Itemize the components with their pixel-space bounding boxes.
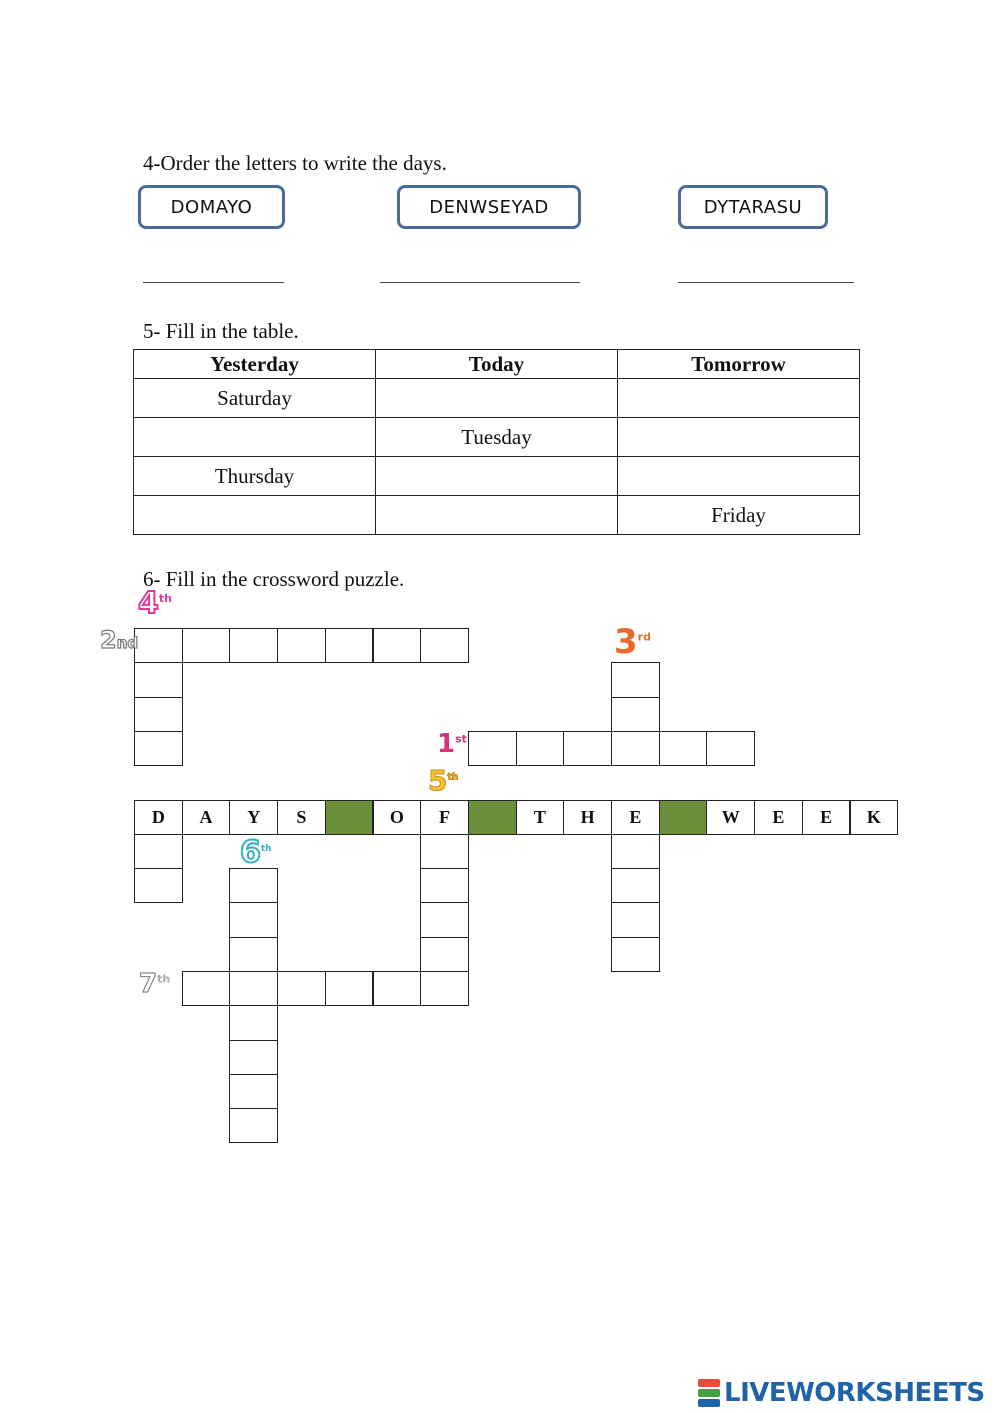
- crossword-cell[interactable]: [420, 628, 469, 663]
- scramble-word-2: DENWSEYAD: [397, 185, 581, 229]
- crossword-cell[interactable]: [134, 697, 183, 732]
- crossword-cell: E: [802, 800, 851, 835]
- answer-line-2[interactable]: [380, 282, 580, 283]
- crossword-cell: E: [611, 800, 660, 835]
- crossword-cell: S: [277, 800, 326, 835]
- crossword-cell[interactable]: [516, 731, 565, 766]
- table-cell[interactable]: [376, 379, 618, 418]
- crossword-cell: H: [563, 800, 612, 835]
- table-cell[interactable]: [376, 496, 618, 535]
- answer-line-1[interactable]: [143, 282, 284, 283]
- crossword-cell: T: [516, 800, 565, 835]
- crossword-cell[interactable]: [611, 697, 660, 732]
- crossword-separator: [659, 800, 708, 835]
- crossword-cell: F: [420, 800, 469, 835]
- crossword-cell: D: [134, 800, 183, 835]
- crossword-cell: K: [850, 800, 899, 835]
- table-cell: Tuesday: [376, 418, 618, 457]
- crossword-cell[interactable]: [229, 937, 278, 972]
- crossword-cell[interactable]: [229, 1074, 278, 1109]
- crossword-cell[interactable]: [277, 628, 326, 663]
- table-cell[interactable]: [618, 418, 860, 457]
- crossword-cell[interactable]: [373, 971, 422, 1006]
- header-tomorrow: Tomorrow: [618, 350, 860, 379]
- table-cell: Saturday: [134, 379, 376, 418]
- clue-label-1st: 1st: [437, 729, 467, 759]
- crossword-cell[interactable]: [325, 628, 374, 663]
- clue-label-2nd: 2nd: [100, 626, 139, 654]
- crossword-cell[interactable]: [611, 731, 660, 766]
- crossword-cell[interactable]: [420, 971, 469, 1006]
- header-yesterday: Yesterday: [134, 350, 376, 379]
- crossword-cell[interactable]: [229, 971, 278, 1006]
- table-cell[interactable]: [134, 418, 376, 457]
- crossword-cell: O: [373, 800, 422, 835]
- crossword-cell[interactable]: [182, 971, 231, 1006]
- table-cell[interactable]: [134, 496, 376, 535]
- crossword-cell[interactable]: [468, 731, 517, 766]
- crossword-cell[interactable]: [420, 868, 469, 903]
- crossword-cell[interactable]: [134, 662, 183, 697]
- table-row: [134, 457, 860, 496]
- crossword-cell[interactable]: [229, 902, 278, 937]
- crossword-cell[interactable]: [277, 971, 326, 1006]
- crossword-cell[interactable]: [134, 868, 183, 903]
- crossword-cell[interactable]: [611, 937, 660, 972]
- crossword-cell: A: [182, 800, 231, 835]
- brand-icon: [698, 1379, 720, 1407]
- table-row: [134, 496, 860, 535]
- table-row: [134, 418, 860, 457]
- clue-label-4th: 4th: [138, 586, 172, 621]
- crossword-cell[interactable]: [134, 834, 183, 869]
- crossword-cell[interactable]: [182, 628, 231, 663]
- crossword-cell[interactable]: [611, 902, 660, 937]
- days-table: [133, 349, 860, 535]
- crossword-cell[interactable]: [229, 1005, 278, 1040]
- crossword-cell[interactable]: [229, 868, 278, 903]
- crossword-cell[interactable]: [611, 868, 660, 903]
- table-row: [134, 379, 860, 418]
- clue-label-3rd: 3rd: [614, 622, 651, 662]
- crossword-cell[interactable]: [229, 628, 278, 663]
- crossword-cell[interactable]: [325, 971, 374, 1006]
- crossword-cell[interactable]: [134, 628, 183, 663]
- clue-label-6th: 6th: [240, 835, 272, 870]
- scramble-word-3: DYTARASU: [678, 185, 828, 229]
- crossword-cell[interactable]: [229, 1108, 278, 1143]
- crossword-cell: E: [754, 800, 803, 835]
- crossword-separator: [325, 800, 374, 835]
- clue-label-5th: 5th: [428, 764, 459, 797]
- table-cell[interactable]: [376, 457, 618, 496]
- crossword-cell[interactable]: [229, 1040, 278, 1075]
- section5-heading: 5- Fill in the table.: [143, 319, 299, 343]
- crossword-cell: Y: [229, 800, 278, 835]
- table-cell: Thursday: [134, 457, 376, 496]
- crossword-separator: [468, 800, 517, 835]
- table-cell[interactable]: [618, 457, 860, 496]
- crossword-cell[interactable]: [420, 834, 469, 869]
- crossword-cell[interactable]: [134, 731, 183, 766]
- answer-line-3[interactable]: [678, 282, 854, 283]
- crossword-cell[interactable]: [420, 937, 469, 972]
- scramble-word-1: DOMAYO: [138, 185, 285, 229]
- clue-label-7th: 7th: [139, 969, 171, 999]
- table-cell[interactable]: [618, 379, 860, 418]
- crossword-cell[interactable]: [420, 902, 469, 937]
- crossword-cell[interactable]: [611, 662, 660, 697]
- crossword-cell[interactable]: [611, 834, 660, 869]
- crossword-cell[interactable]: [563, 731, 612, 766]
- section6-heading: 6- Fill in the crossword puzzle.: [143, 567, 405, 591]
- liveworksheets-logo: [698, 1378, 985, 1408]
- brand-text: LIVEWORKSHEETS: [724, 1378, 985, 1408]
- header-today: Today: [376, 350, 618, 379]
- crossword-cell[interactable]: [659, 731, 708, 766]
- crossword-cell[interactable]: [706, 731, 755, 766]
- table-cell: Friday: [618, 496, 860, 535]
- crossword-cell: W: [706, 800, 755, 835]
- crossword-cell[interactable]: [373, 628, 422, 663]
- section4-heading: 4-Order the letters to write the days.: [143, 151, 447, 175]
